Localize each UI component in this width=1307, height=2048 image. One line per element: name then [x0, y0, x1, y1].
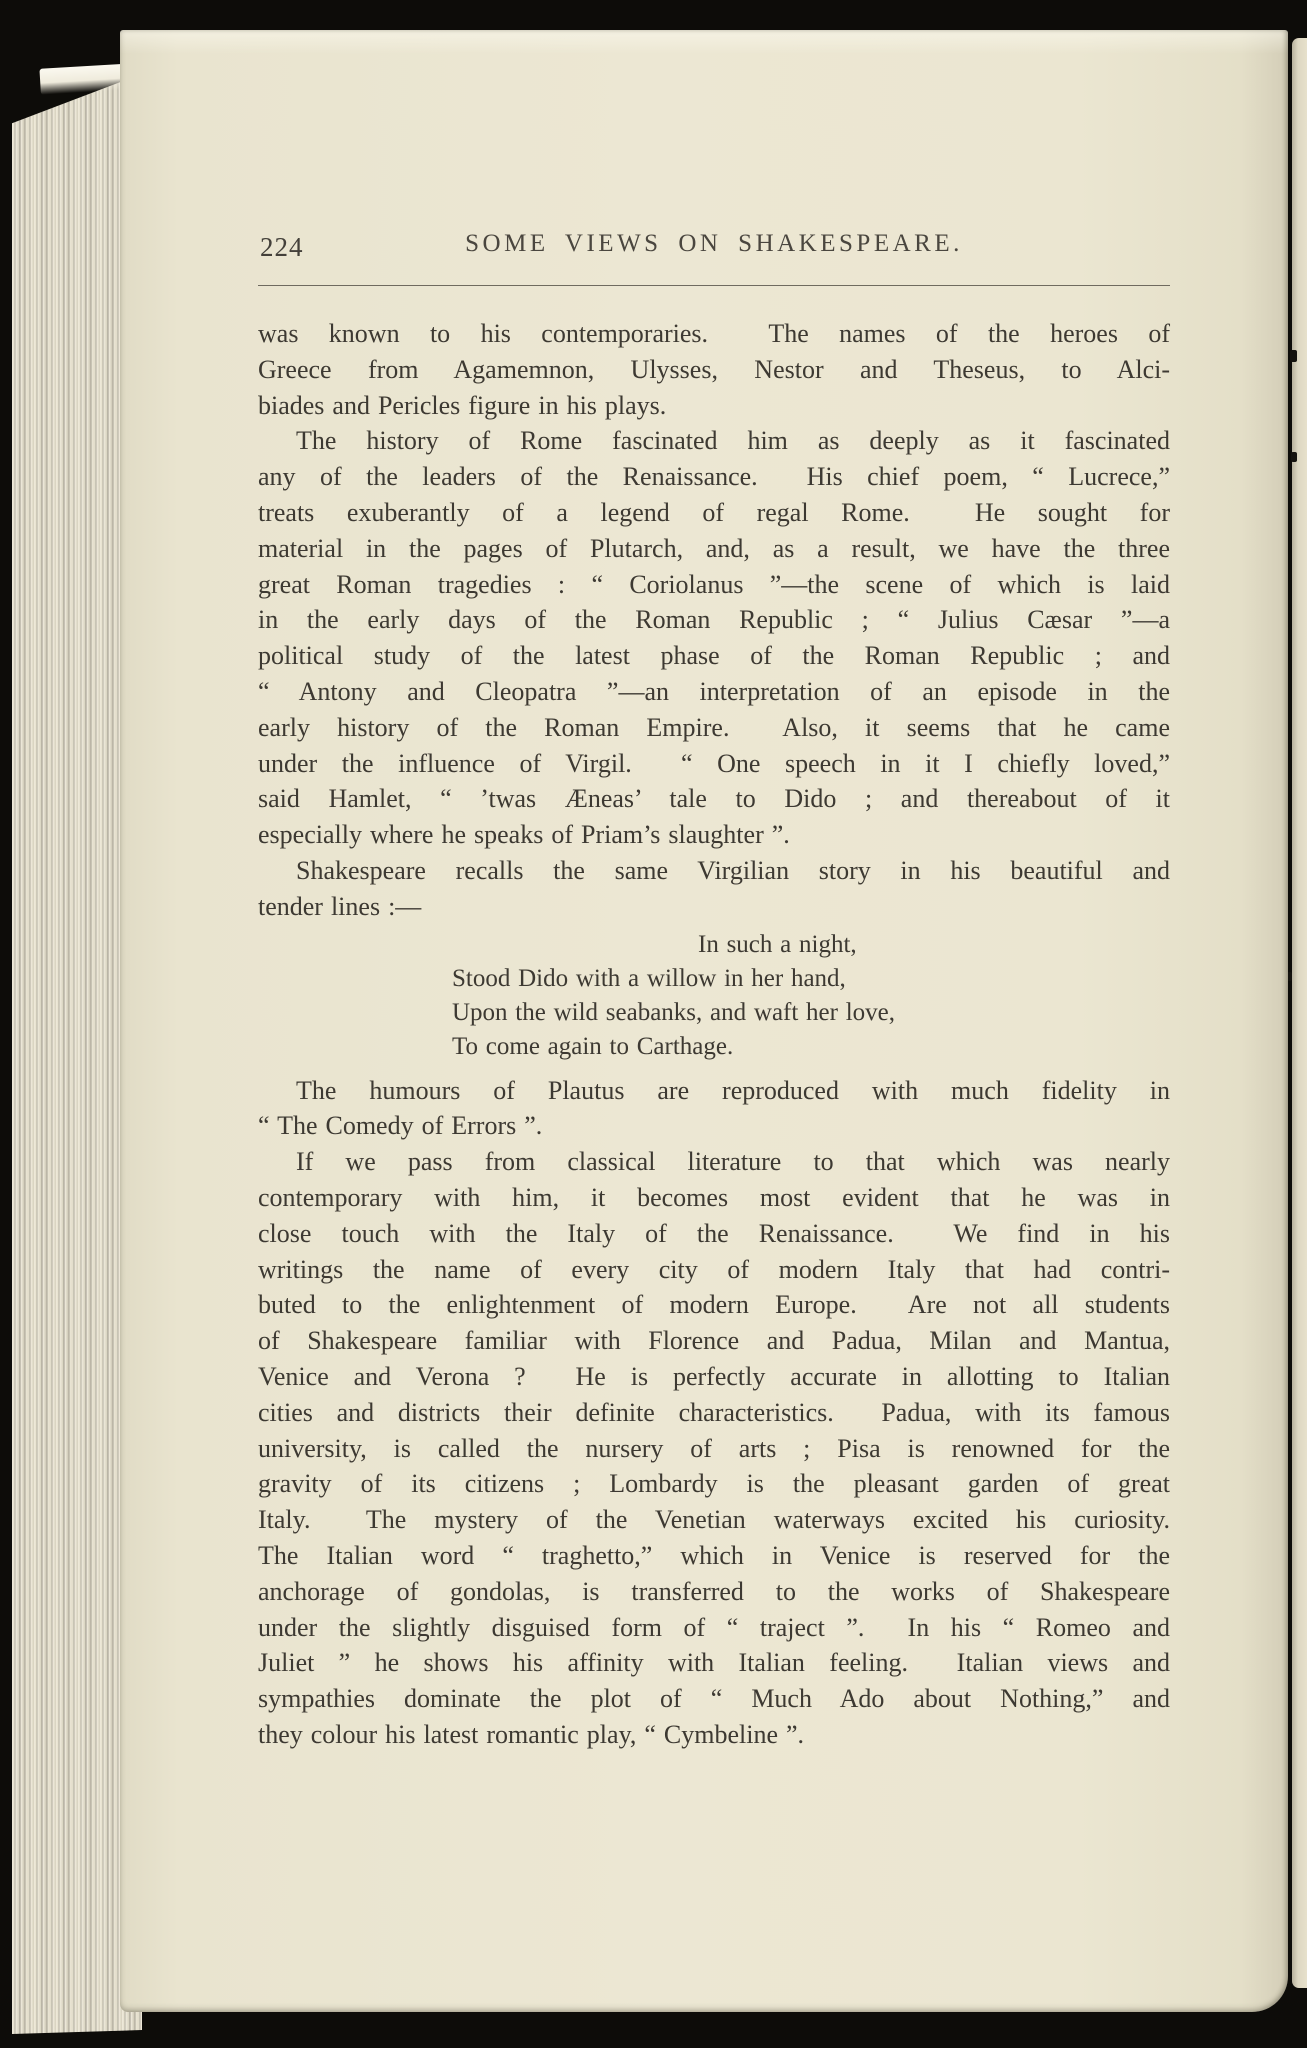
text-line: Juliet ” he shows his affinity with Italian feeling. Italian views and: [258, 1648, 1170, 1678]
text-line: Greece from Agamemnon, Ulysses, Nestor and Theseus, to Alci-: [258, 354, 1170, 384]
text-line: they colour his latest romantic play, “ Cymbeline ”.: [258, 1719, 805, 1749]
page-header: [258, 230, 1170, 266]
text-line: gravity of its citizens ; Lombardy is the pleasant garden of great: [258, 1469, 1170, 1499]
text-line: The humours of Plautus are reproduced with much fidelity in: [296, 1075, 1170, 1105]
text-line: biades and Pericles figure in his plays.: [258, 390, 667, 420]
text-line: “ Antony and Cleopatra ”—an interpretation of an episode in the: [258, 676, 1170, 706]
text-line: “ The Comedy of Errors ”.: [258, 1111, 543, 1141]
next-page-edge: [1292, 38, 1307, 1988]
text-line: contemporary with him, it becomes most evident that he was in: [258, 1182, 1170, 1212]
paragraph: [258, 423, 1170, 853]
text-line: under the slightly disguised form of “ traject ”. In his “ Romeo and: [258, 1612, 1170, 1642]
page-number: 224: [260, 232, 304, 262]
text-line: university, is called the nursery of arts ; Pisa is renowned for the: [258, 1433, 1170, 1463]
text-column: [258, 30, 1170, 1753]
text-line: of Shakespeare familiar with Florence and Padua, Milan and Mantua,: [258, 1326, 1170, 1356]
text-line: Italy. The mystery of the Venetian waterways excited his curiosity.: [258, 1505, 1170, 1535]
text-line: political study of the latest phase of the Roman Republic ; and: [258, 641, 1170, 671]
running-title: SOME VIEWS ON SHAKESPEARE.: [465, 230, 963, 257]
text-line: anchorage of gondolas, is transferred to the works of Shakespeare: [258, 1576, 1170, 1606]
header-rule: [258, 285, 1170, 286]
ink-speck: [1291, 452, 1297, 462]
text-line: cities and districts their definite characteristics. Padua, with its famous: [258, 1397, 1170, 1427]
verse-line: Stood Dido with a willow in her hand,: [452, 964, 846, 992]
text-line: material in the pages of Plutarch, and, as a result, we have the three: [258, 533, 1170, 563]
paragraph: [258, 1144, 1170, 1753]
text-line: The history of Rome fascinated him as deeply as it fascinated: [296, 426, 1170, 456]
book-page: [120, 30, 1288, 2012]
verse-line: Upon the wild seabanks, and waft her love,: [452, 998, 896, 1026]
paragraphs: [258, 316, 1170, 1753]
text-line: Venice and Verona ? He is perfectly accurate in allotting to Italian: [258, 1361, 1170, 1391]
text-line: If we pass from classical literature to that which was nearly: [296, 1147, 1170, 1177]
ink-speck: [1290, 350, 1297, 362]
text-line: writings the name of every city of modern Italy that had contri-: [258, 1254, 1170, 1284]
text-line: great Roman tragedies : “ Coriolanus ”—the scene of which is laid: [258, 569, 1170, 599]
verse-block: [452, 928, 1170, 1064]
paragraph: [258, 316, 1170, 423]
verse-line: In such a night,: [698, 930, 857, 958]
text-line: tender lines :—: [258, 891, 422, 921]
paragraph: [258, 853, 1170, 925]
text-line: buted to the enlightenment of modern Europe. Are not all students: [258, 1290, 1170, 1320]
text-line: close touch with the Italy of the Renaissance. We find in his: [258, 1218, 1170, 1248]
text-line: Shakespeare recalls the same Virgilian story in his beautiful and: [296, 855, 1170, 885]
text-line: treats exuberantly of a legend of regal Rome. He sought for: [258, 497, 1170, 527]
paragraph: [258, 1073, 1170, 1145]
text-line: said Hamlet, “ ’twas Æneas’ tale to Dido ; and thereabout of it: [258, 784, 1170, 814]
text-line: in the early days of the Roman Republic ; “ Julius Cæsar ”—a: [258, 605, 1170, 635]
text-line: especially where he speaks of Priam’s slaughter ”.: [258, 820, 790, 850]
text-line: early history of the Roman Empire. Also, it seems that he came: [258, 712, 1170, 742]
verse-line: To come again to Carthage.: [452, 1032, 734, 1060]
text-line: The Italian word “ traghetto,” which in Venice is reserved for the: [258, 1540, 1170, 1570]
text-line: under the influence of Virgil. “ One speech in it I chiefly loved,”: [258, 748, 1170, 778]
text-line: was known to his contemporaries. The names of the heroes of: [258, 319, 1170, 348]
text-line: any of the leaders of the Renaissance. His chief poem, “ Lucrece,”: [258, 462, 1170, 492]
text-line: sympathies dominate the plot of “ Much Ado about Nothing,” and: [258, 1684, 1170, 1714]
